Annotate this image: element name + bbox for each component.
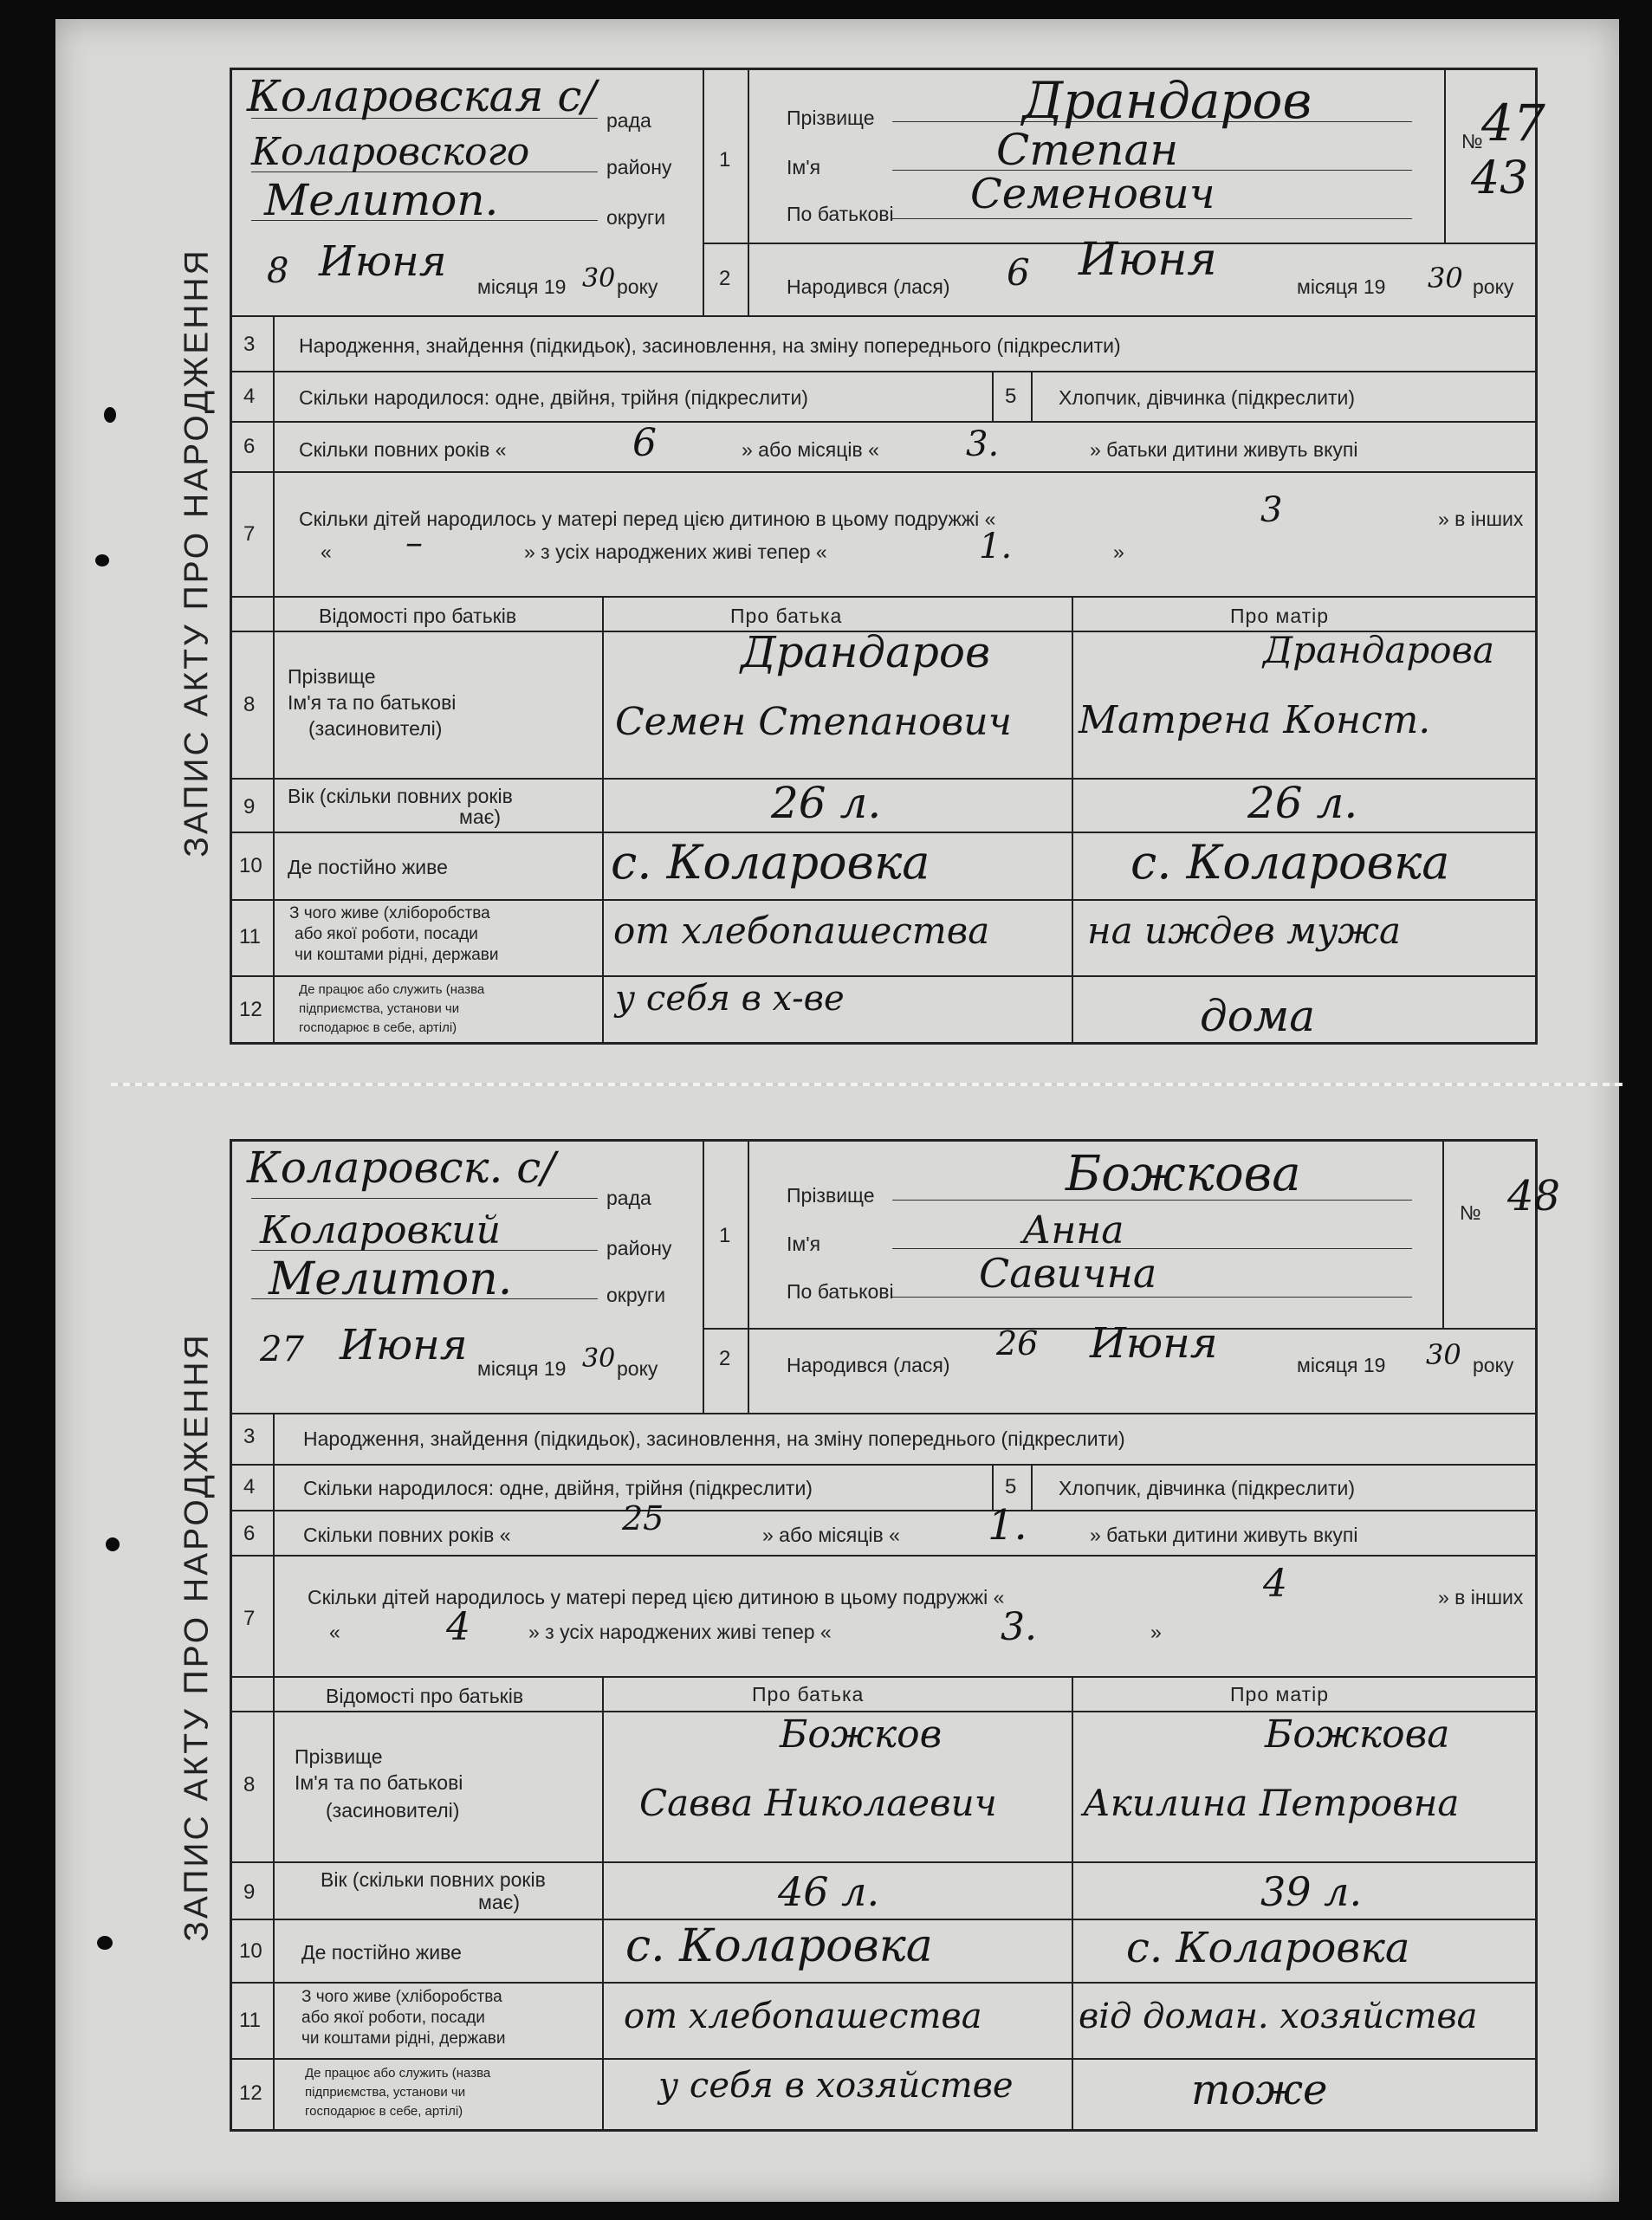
form-label: Скільки народилося: одне, двійня, трійня (підкреслити) — [299, 386, 808, 409]
form-label: 7 — [243, 522, 256, 546]
punch-hole — [104, 407, 116, 423]
form-label: району — [606, 1237, 672, 1259]
side-title: ЗАПИС АКТУ ПРО НАРОДЖЕННЯ — [178, 1332, 216, 1942]
form-label: По батькові — [787, 1280, 894, 1303]
form-label: Де працює або служить (назва — [299, 982, 485, 997]
form-label: 11 — [239, 925, 261, 948]
surname-value: Божкова — [1066, 1146, 1301, 1202]
form-label: 12 — [239, 998, 262, 1021]
rada-value: Коларовская с/ — [247, 71, 597, 121]
form-label: Хлопчик, дівчинка (підкреслити) — [1059, 1477, 1356, 1499]
form-label: » або місяців « — [742, 438, 879, 461]
form-label: або якої роботи, посади — [295, 925, 478, 943]
children-alive-value: 3. — [1001, 1605, 1037, 1649]
form-label: Вік (скільки повних років — [321, 1868, 546, 1891]
form-label: 2 — [719, 1347, 731, 1370]
form-label: 10 — [239, 854, 262, 877]
form-label: має) — [478, 1891, 520, 1913]
years-together-value: 25 — [622, 1499, 664, 1537]
form-label: 10 — [239, 1939, 262, 1963]
father-age: 26 л. — [771, 778, 882, 828]
years-together-value: 6 — [632, 421, 657, 465]
months-together-value: 3. — [966, 424, 1000, 464]
form-label: » батьки дитини живуть вкупі — [1090, 438, 1358, 461]
form-label: Де працює або служить (назва — [305, 2066, 491, 2081]
children-marriage-value: 4 — [1263, 1562, 1287, 1606]
form-label: Про батька — [752, 1683, 865, 1705]
mother-surname: Божкова — [1265, 1712, 1450, 1757]
children-other-value: – — [405, 523, 423, 563]
form-label: № — [1460, 1201, 1481, 1224]
form-label: місяця 19 — [477, 1357, 567, 1380]
form-label: округи — [606, 206, 666, 229]
form-label: Про батька — [730, 605, 843, 627]
birth-month-value: Июня — [1079, 234, 1217, 286]
form-label: підприємства, установи чи — [299, 1001, 460, 1016]
form-label: Відомості про батьків — [326, 1685, 524, 1707]
form-label: Скільки дітей народилось у матері перед цією дитиною в цьому подружжі « — [299, 508, 996, 530]
form-label: чи коштами рідні, держави — [301, 2029, 506, 2048]
form-label: місяця 19 — [1297, 275, 1386, 298]
form-label: Прізвище — [787, 107, 875, 129]
form-label: 4 — [243, 385, 256, 408]
form-label: 5 — [1005, 385, 1017, 408]
form-label: 5 — [1005, 1475, 1017, 1498]
reg-year-value: 30 — [582, 263, 616, 294]
form-label: Про матір — [1230, 605, 1330, 627]
okrug-value: Мелитоп. — [269, 1253, 513, 1305]
form-label: 8 — [243, 1773, 256, 1796]
punch-hole — [97, 1936, 113, 1950]
record-number: 48 — [1507, 1172, 1561, 1220]
reg-day-value: 27 — [260, 1330, 304, 1369]
side-title: ЗАПИС АКТУ ПРО НАРОДЖЕННЯ — [178, 248, 216, 858]
punch-hole — [106, 1537, 120, 1551]
form-label: чи коштами рідні, держави — [295, 946, 499, 964]
mother-age: 26 л. — [1247, 778, 1358, 828]
mother-age: 39 л. — [1260, 1868, 1363, 1915]
form-label: Ім'я та по батькові — [288, 691, 457, 714]
father-work: у себя в х-ве — [615, 979, 845, 1019]
okrug-value: Мелитоп. — [264, 175, 499, 225]
form-label: « — [329, 1621, 340, 1643]
form-label: Вік (скільки повних років — [288, 785, 513, 807]
form-label: Скільки повних років « — [299, 438, 507, 461]
father-surname: Драндаров — [741, 627, 991, 677]
perforation-line — [111, 1083, 1623, 1086]
father-name: Савва Николаевич — [639, 1782, 997, 1824]
mother-name: Акилина Петровна — [1083, 1782, 1460, 1824]
form-label: округи — [606, 1284, 666, 1306]
form-label: № — [1461, 130, 1483, 152]
form-label: » — [1150, 1621, 1162, 1643]
form-label: » в інших — [1438, 1586, 1524, 1608]
form-label: (засиновителі) — [308, 717, 443, 740]
form-label: або якої роботи, посади — [301, 2009, 485, 2027]
form-label: 11 — [239, 2009, 261, 2032]
form-label: » батьки дитини живуть вкупі — [1090, 1524, 1358, 1546]
form-label: району — [606, 156, 672, 178]
form-label: По батькові — [787, 203, 894, 225]
birth-day-value: 6 — [1007, 251, 1030, 294]
form-label: Скільки повних років « — [303, 1524, 511, 1546]
form-label: 9 — [243, 1880, 256, 1904]
form-label: Про матір — [1230, 1683, 1330, 1705]
form-label: Хлопчик, дівчинка (підкреслити) — [1059, 386, 1356, 409]
patronymic-value: Савична — [979, 1250, 1157, 1297]
birth-year-value: 30 — [1426, 1338, 1461, 1371]
record-number-alt: 43 — [1471, 152, 1529, 204]
form-label: Скільки дітей народилось у матері перед цією дитиною в цьому подружжі « — [308, 1586, 1005, 1608]
reg-year-value: 30 — [582, 1343, 616, 1374]
form-label: має) — [459, 806, 501, 828]
reg-month-value: Июня — [340, 1321, 468, 1369]
form-label: 7 — [243, 1607, 256, 1630]
children-marriage-value: 3 — [1260, 490, 1283, 530]
father-living: от хлебопашества — [613, 909, 990, 952]
form-label: місяця 19 — [1297, 1354, 1386, 1376]
rada-value: Коларовск. с/ — [247, 1142, 556, 1193]
form-label: 12 — [239, 2081, 262, 2105]
form-label: З чого живе (хліборобства — [289, 904, 490, 922]
form-label: підприємства, установи чи — [305, 2085, 466, 2100]
father-surname: Божков — [780, 1712, 943, 1757]
form-label: Відомості про батьків — [319, 605, 517, 627]
form-label: року — [1473, 275, 1514, 298]
form-label: Де постійно живе — [301, 1941, 462, 1964]
form-label: 3 — [243, 1425, 256, 1448]
form-label: 6 — [243, 435, 256, 458]
form-label: Прізвище — [288, 665, 376, 688]
name-value: Степан — [996, 125, 1179, 175]
reg-month-value: Июня — [319, 237, 447, 286]
punch-hole — [95, 554, 109, 566]
mother-living: від доман. хозяйства — [1079, 1997, 1478, 2036]
form-label: 1 — [719, 148, 731, 172]
father-residence: с. Коларовка — [611, 835, 930, 890]
patronymic-value: Семенович — [970, 170, 1215, 218]
form-label: « — [321, 540, 332, 563]
mother-surname: Драндарова — [1263, 629, 1495, 671]
children-other-value: 4 — [446, 1605, 470, 1649]
form-label: 4 — [243, 1475, 256, 1498]
mother-living: на иждев мужа — [1087, 909, 1402, 952]
form-label: 1 — [719, 1224, 731, 1247]
form-label: 2 — [719, 267, 731, 290]
birth-day-value: 26 — [996, 1324, 1039, 1362]
form-label: (засиновителі) — [326, 1799, 460, 1822]
form-label: Скільки народилося: одне, двійня, трійня (підкреслити) — [303, 1477, 813, 1499]
form-label: » з усіх народжених живі тепер « — [528, 1621, 832, 1643]
name-value: Анна — [1022, 1208, 1124, 1252]
father-work: у себя в хозяйстве — [658, 2066, 1014, 2106]
form-label: Народження, знайдення (підкидьок), засиновлення, на зміну попереднього (підкреслити) — [299, 334, 1121, 357]
form-label: господарює в себе, артілі) — [305, 2104, 463, 2119]
father-name: Семен Степанович — [615, 700, 1012, 744]
reg-day-value: 8 — [267, 251, 289, 291]
form-label: З чого живе (хліборобства — [301, 1988, 502, 2006]
mother-work: тоже — [1191, 2066, 1328, 2114]
form-label: рада — [606, 1187, 651, 1209]
form-label: Ім'я — [787, 156, 821, 178]
form-label: рада — [606, 109, 651, 132]
form-label: » в інших — [1438, 508, 1524, 530]
mother-residence: с. Коларовка — [1126, 1924, 1410, 1972]
form-label: року — [617, 275, 658, 298]
mother-work: дома — [1200, 991, 1316, 1041]
form-label: » з усіх народжених живі тепер « — [524, 540, 827, 563]
birth-month-value: Июня — [1090, 1319, 1218, 1368]
form-label: Де постійно живе — [288, 856, 448, 878]
form-label: господарює в себе, артілі) — [299, 1020, 457, 1035]
father-age: 46 л. — [778, 1868, 880, 1915]
birth-year-value: 30 — [1428, 262, 1463, 294]
father-living: от хлебопашества — [624, 1997, 982, 2036]
mother-name: Матрена Конст. — [1079, 698, 1431, 742]
form-label: Народження, знайдення (підкидьок), засиновлення, на зміну попереднього (підкреслити) — [303, 1427, 1125, 1450]
months-together-value: 1. — [988, 1501, 1027, 1550]
mother-residence: с. Коларовка — [1130, 835, 1450, 890]
form-label: 3 — [243, 333, 256, 356]
form-label: 6 — [243, 1522, 256, 1545]
form-label: місяця 19 — [477, 275, 567, 298]
form-label: Прізвище — [295, 1745, 383, 1768]
form-label: 8 — [243, 693, 256, 716]
form-label: року — [617, 1357, 658, 1380]
father-residence: с. Коларовка — [625, 1920, 933, 1972]
record-number: 47 — [1481, 94, 1545, 152]
form-label: Народився (лася) — [787, 275, 950, 298]
raion-value: Коларовского — [251, 130, 530, 174]
raion-value: Коларовкий — [260, 1208, 502, 1252]
form-label: » — [1113, 540, 1124, 563]
form-label: » або місяців « — [762, 1524, 900, 1546]
form-label: року — [1473, 1354, 1514, 1376]
surname-value: Драндаров — [1022, 71, 1312, 130]
form-label: Народився (лася) — [787, 1354, 950, 1376]
children-alive-value: 1. — [979, 527, 1013, 566]
form-label: Ім'я та по батькові — [295, 1771, 463, 1794]
form-label: Ім'я — [787, 1233, 821, 1255]
form-label: Прізвище — [787, 1184, 875, 1207]
form-label: 9 — [243, 795, 256, 819]
